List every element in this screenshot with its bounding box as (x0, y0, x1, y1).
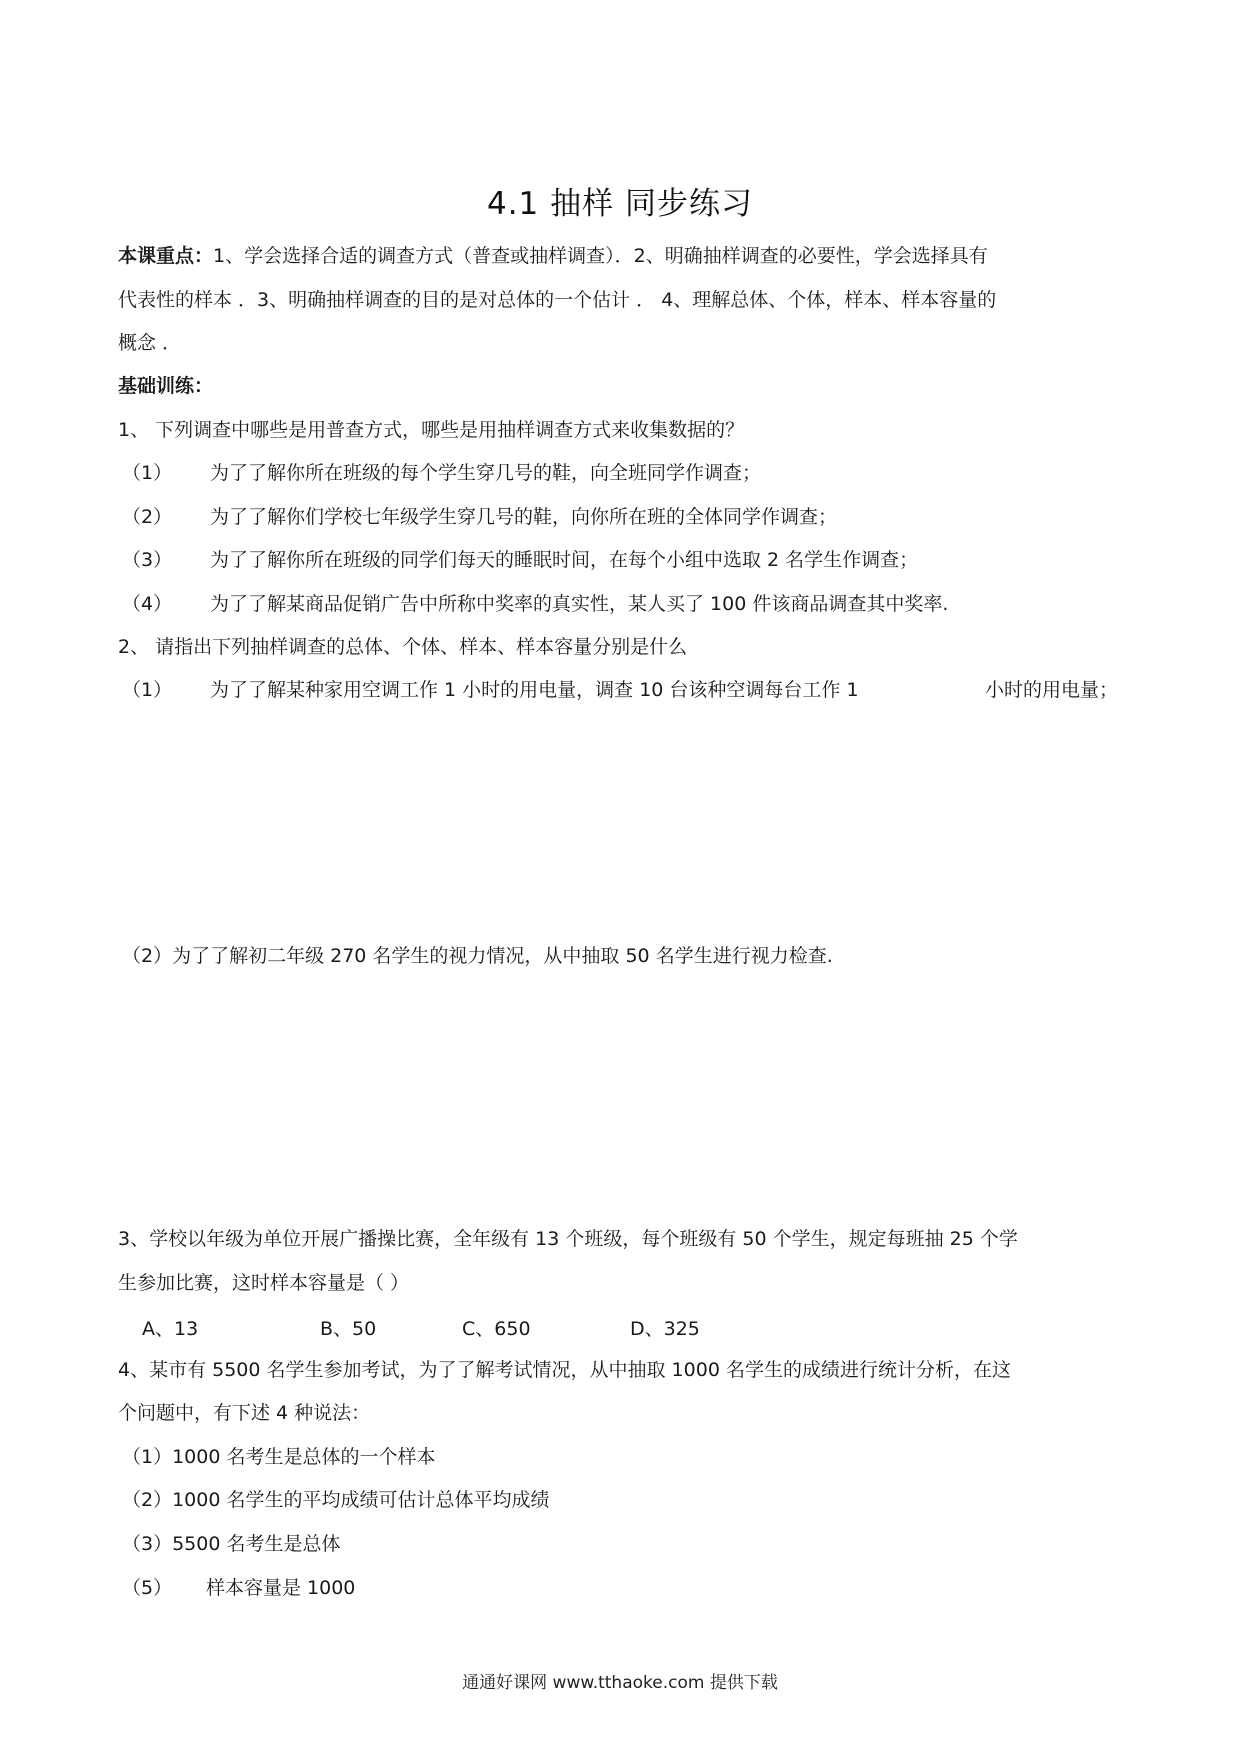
focus-line-3: 概念 ． (118, 332, 182, 354)
choice-c: C、650 (462, 1318, 531, 1340)
q4-statement-2: （2）1000 名学生的平均成绩可估计总体平均成绩 (122, 1489, 550, 1511)
q1-item-2-num: （2） (122, 506, 173, 528)
q2-item-2: （2）为了了解初二年级 270 名学生的视力情况，从中抽取 50 名学生进行视力检查. (122, 945, 833, 967)
focus-line-2: 代表性的样本 ．3、明确抽样调查的目的是对总体的一个估计 ． 4、理解总体、个体，样本、样本容量的 (118, 289, 997, 311)
q2-stem: 2、 请指出下列抽样调查的总体、个体、样本、样本容量分别是什么 (118, 636, 688, 658)
basic-training-label: 基础训练： (118, 375, 214, 397)
page-title: 4.1 抽样 同步练习 (486, 186, 753, 222)
q3-line-2: 生参加比赛，这时样本容量是（ ） (118, 1272, 410, 1294)
footer-credit: 通通好课网 www.tthaoke.com 提供下载 (462, 1673, 778, 1693)
q1-item-4-text: 为了了解某商品促销广告中所称中奖率的真实性，某人买了 100 件该商品调查其中奖率. (210, 593, 949, 615)
focus-label: 本课重点： (118, 245, 214, 267)
focus-line-1 (118, 243, 988, 269)
choice-a: A、13 (142, 1318, 199, 1340)
q1-item-3 (122, 547, 918, 573)
q4-line-2: 个问题中，有下述 4 种说法： (118, 1402, 371, 1424)
q1-item-2 (122, 504, 837, 530)
q2-item-1-text: 为了了解某种家用空调工作 1 小时的用电量，调查 10 台该种空调每台工作 1 (210, 679, 859, 701)
q1-item-1-num: （1） (122, 462, 173, 484)
q3-choices (142, 1316, 700, 1342)
q4-statement-1: （1）1000 名考生是总体的一个样本 (122, 1446, 436, 1468)
q2-item-1-tail: 小时的用电量； (985, 679, 1119, 701)
choice-b: B、50 (320, 1318, 377, 1340)
q1-item-1-text: 为了了解你所在班级的每个学生穿几号的鞋，向全班同学作调查； (210, 462, 762, 484)
q3-line-1: 3、学校以年级为单位开展广播操比赛，全年级有 13 个班级，每个班级有 50 个学生，规定每班抽 25 个学 (118, 1228, 1018, 1250)
q4-statement-5-text: 样本容量是 1000 (206, 1577, 356, 1599)
q2-item-1-num: （1） (122, 679, 173, 701)
focus-text-1: 1、学会选择合适的调查方式（普查或抽样调查）．2、明确抽样调查的必要性，学会选择具有 (213, 245, 988, 267)
q2-item-1 (122, 677, 859, 703)
q1-stem: 1、 下列调查中哪些是用普查方式，哪些是用抽样调查方式来收集数据的？ (118, 419, 745, 441)
q4-statement-3: （3）5500 名考生是总体 (122, 1533, 341, 1555)
q4-line-1: 4、某市有 5500 名学生参加考试，为了了解考试情况，从中抽取 1000 名学生的成绩进行统计分析，在这 (118, 1359, 1011, 1381)
q1-item-3-text: 为了了解你所在班级的同学们每天的睡眠时间，在每个小组中选取 2 名学生作调查； (210, 549, 919, 571)
choice-d: D、325 (630, 1318, 700, 1340)
q1-item-4 (122, 591, 948, 617)
q4-statement-5-num: （5） (122, 1577, 173, 1599)
q1-item-1 (122, 460, 761, 486)
q4-statement-5 (122, 1575, 355, 1601)
q1-item-2-text: 为了了解你们学校七年级学生穿几号的鞋，向你所在班的全体同学作调查； (210, 506, 838, 528)
q1-item-3-num: （3） (122, 549, 173, 571)
q1-item-4-num: （4） (122, 593, 173, 615)
